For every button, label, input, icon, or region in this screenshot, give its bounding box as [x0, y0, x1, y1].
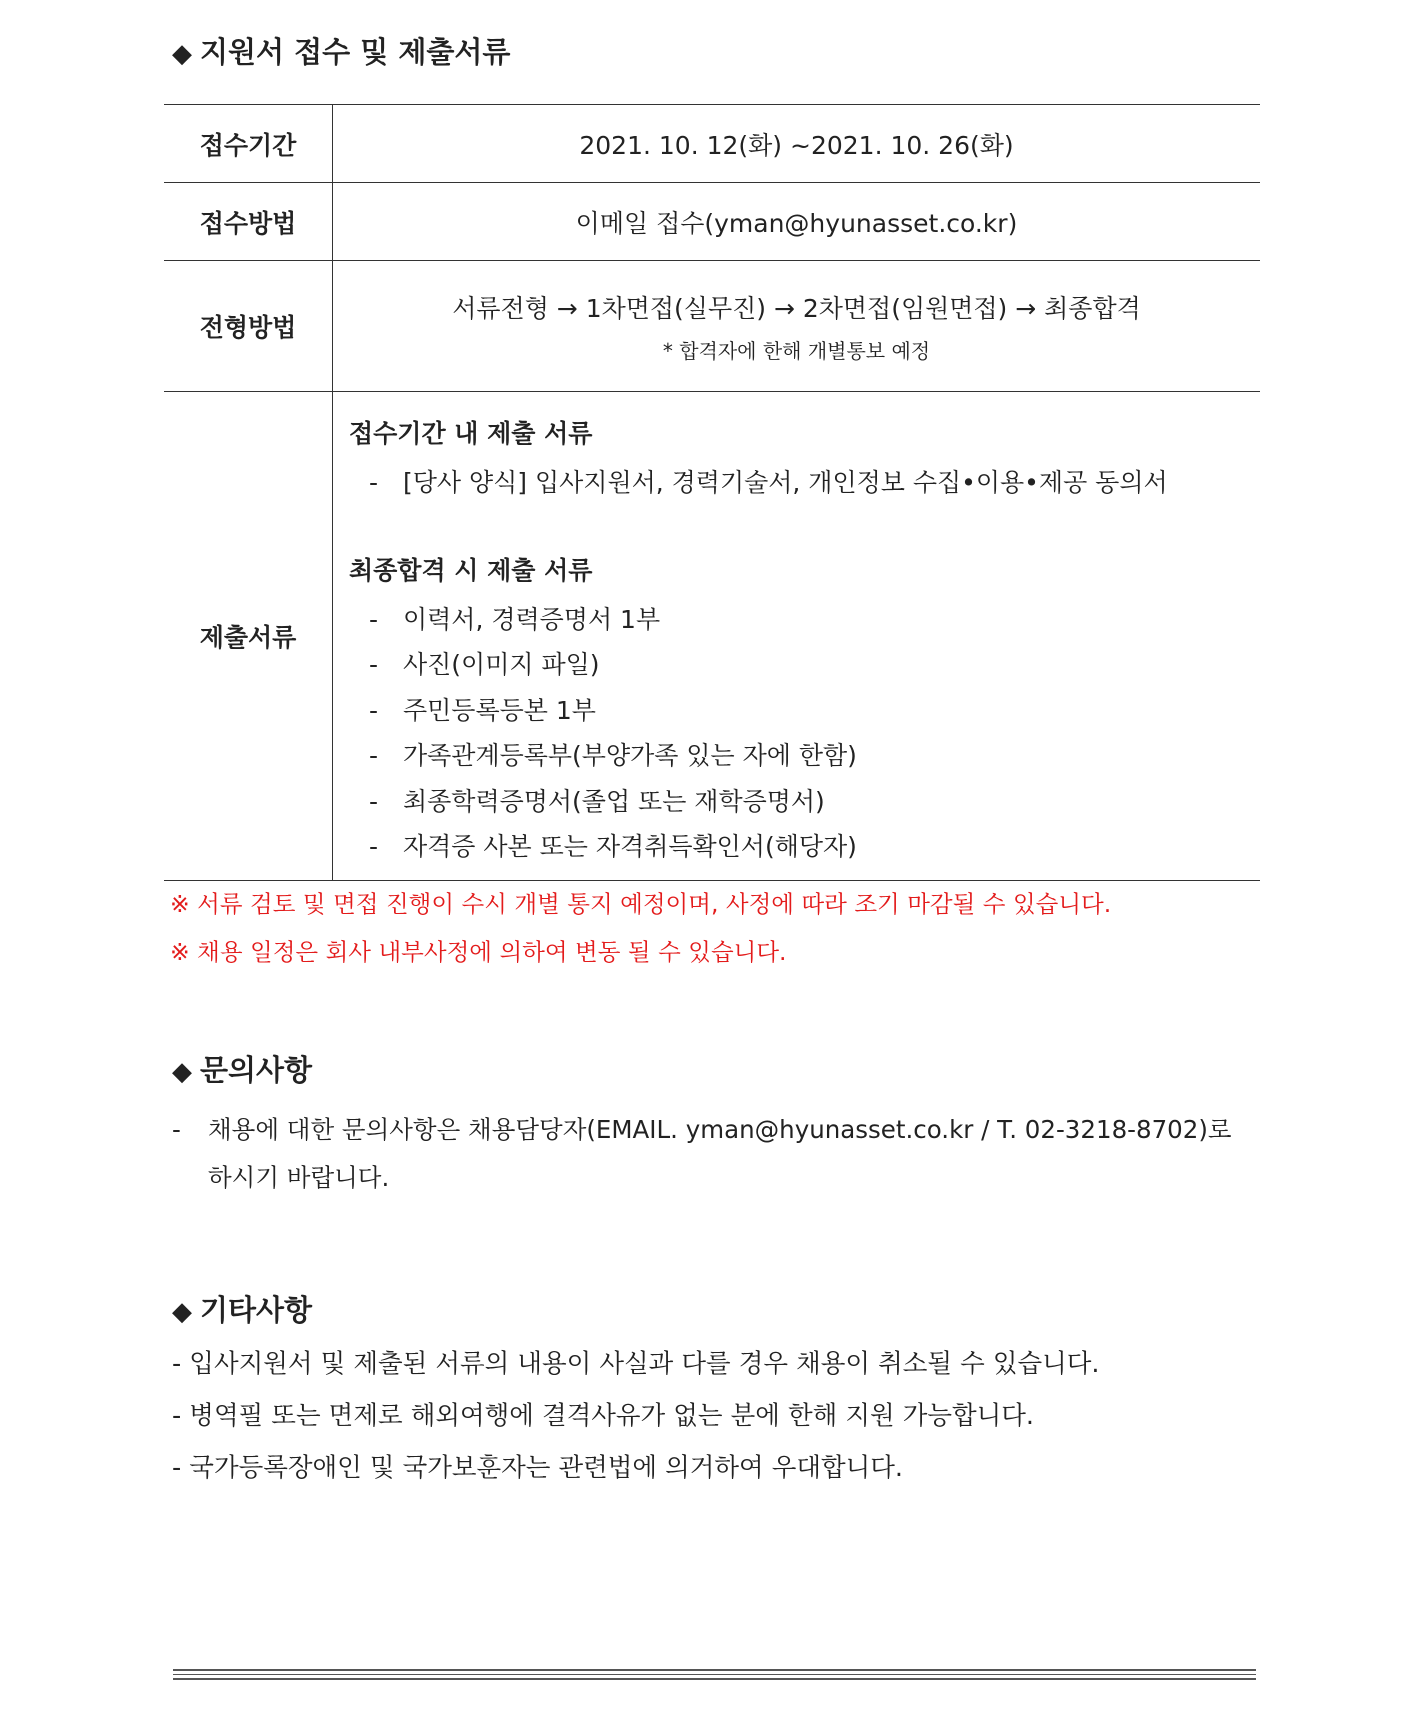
period-value: 2021. 10. 12(화) ~2021. 10. 26(화): [333, 105, 1261, 183]
list-item: - 최종학력증명서(졸업 또는 재학증명서): [349, 779, 1260, 825]
table-row-process: [164, 261, 1260, 392]
period-label: 접수기간: [164, 105, 333, 183]
list-item: - 사진(이미지 파일): [349, 642, 1260, 688]
final-docs-title: 최종합격 시 제출 서류: [349, 555, 593, 585]
section-heading-etc: [172, 1288, 312, 1329]
dash-bullet: -: [369, 832, 379, 861]
method-label: 접수방법: [164, 183, 333, 261]
list-item: - 주민등록등본 1부: [349, 688, 1260, 734]
inquiry-paragraph: [172, 1106, 1262, 1202]
list-item: - 국가등록장애인 및 국가보훈자는 관련법에 의거하여 우대합니다.: [172, 1453, 904, 1483]
red-note: ※ 채용 일정은 회사 내부사정에 의하여 변동 될 수 있습니다.: [170, 938, 787, 966]
process-cell: [333, 261, 1261, 392]
dash-bullet: -: [369, 741, 379, 770]
table-row-documents: [164, 392, 1260, 881]
list-item: - 자격증 사본 또는 자격취득확인서(해당자): [349, 824, 1260, 870]
table-row-method: [164, 183, 1260, 261]
section-title: 기타사항: [200, 1293, 313, 1327]
inquiry-text: 채용에 대한 문의사항은 채용담당자(EMAIL. yman@hyunasset.co.kr / T. 02-3218-8702)로 하시기 바랍니다.: [208, 1115, 1232, 1192]
application-info-table: [164, 104, 1260, 881]
process-label: 전형방법: [164, 261, 333, 392]
list-item: - 이력서, 경력증명서 1부: [349, 597, 1260, 643]
documents-label: 제출서류: [164, 392, 333, 881]
process-steps: 서류전형 → 1차면접(실무진) → 2차면접(임원면접) → 최종합격: [452, 293, 1141, 323]
red-note: ※ 서류 검토 및 면접 진행이 수시 개별 통지 예정이며, 사정에 따라 조기 마감될 수 있습니다.: [170, 890, 1112, 918]
diamond-bullet-icon: ◆: [172, 1057, 192, 1087]
dash-bullet: -: [369, 650, 379, 679]
diamond-bullet-icon: ◆: [172, 1297, 192, 1327]
dash-bullet: -: [369, 695, 379, 725]
section-title: 문의사항: [200, 1053, 313, 1087]
method-value: 이메일 접수(yman@hyunasset.co.kr): [333, 183, 1261, 261]
table-row-period: [164, 105, 1260, 183]
list-item: - 입사지원서 및 제출된 서류의 내용이 사실과 다를 경우 채용이 취소될 수 있습니다.: [172, 1349, 1100, 1379]
dash-bullet: -: [172, 1115, 181, 1144]
etc-list: [172, 1342, 1099, 1498]
list-item: - 병역필 또는 면제로 해외여행에 결격사유가 없는 분에 한해 지원 가능합니다.: [172, 1401, 1034, 1431]
section-heading-inquiry: [172, 1048, 312, 1089]
section-title: 지원서 접수 및 제출서류: [200, 35, 511, 69]
dash-bullet: -: [369, 468, 379, 497]
during-docs-title: 접수기간 내 제출 서류: [349, 419, 593, 448]
diamond-bullet-icon: ◆: [172, 39, 192, 69]
list-item: - 가족관계등록부(부양가족 있는 자에 한함): [349, 733, 1260, 779]
dash-bullet: -: [369, 786, 379, 816]
documents-cell: [333, 392, 1261, 881]
dash-bullet: -: [369, 604, 379, 634]
red-notes: [170, 884, 1111, 980]
footer-divider: [173, 1669, 1256, 1683]
list-item: - [당사 양식] 입사지원서, 경력기술서, 개인정보 수집•이용•제공 동의서: [349, 460, 1260, 506]
process-note: * 합격자에 한해 개별통보 예정: [662, 338, 931, 363]
section-heading-application: [172, 30, 510, 71]
